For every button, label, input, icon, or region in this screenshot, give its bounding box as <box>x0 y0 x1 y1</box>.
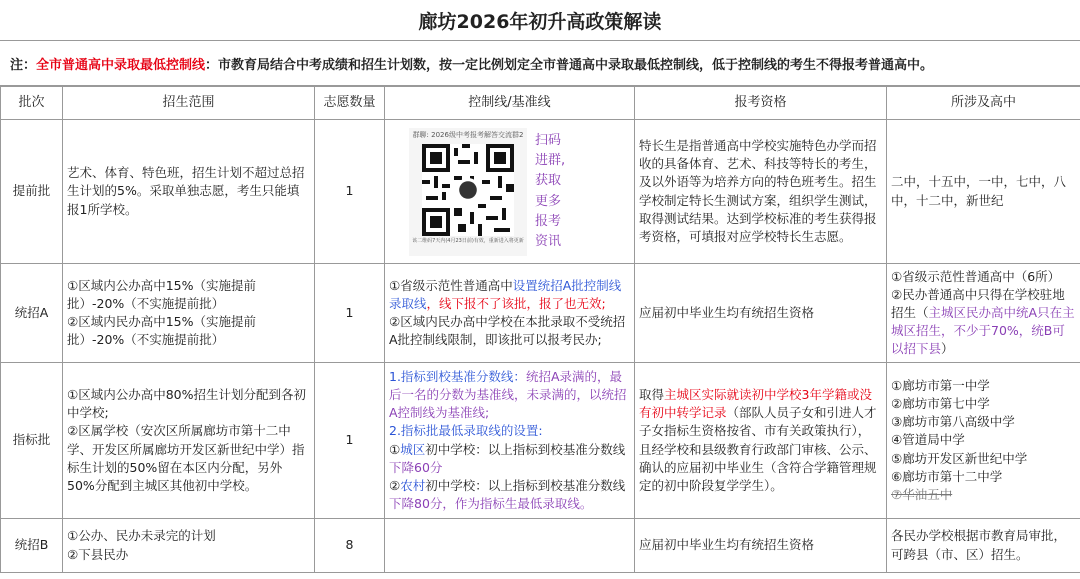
schools-text: ） <box>941 341 954 357</box>
control-text: 初中学校：以上指标到校基准分数线 <box>425 477 626 493</box>
note-highlight: 全市普通高中录取最低控制线 <box>36 57 206 73</box>
scan-line: 报考 <box>535 213 562 229</box>
header-schools: 所涉及高中 <box>887 87 1080 120</box>
control-heading: 2.指标批最低录取线的设置: <box>389 423 543 439</box>
qualification-text: （部队人员子女和引进人才子女指标生资格按省、市有关政策执行），且经学校和县级教育行政部门审核、公示、确认的应届初中毕业生（含符合学籍管理规定的初中阶段复学学生）。 <box>639 405 877 493</box>
schools-item: ①省级示范性普通高中（6所） <box>891 268 1061 284</box>
policy-table <box>0 86 1080 573</box>
table-row-tongzhao-a <box>1 264 1080 363</box>
count-cell: 1 <box>315 264 385 363</box>
scope-item: ②区域内民办高中15%（实施提前批）-20%（不实施提前批） <box>67 314 256 348</box>
control-item: ②区域内民办高中学校在本批录取不受统招A批控制线限制，即该批可以报考民办; <box>389 314 626 348</box>
schools-text: ②民办普通高中只得在学校驻地招生（ <box>891 286 1065 320</box>
scope-item: ①区域内公办高中80%招生计划分配到各初中学校; <box>67 387 306 421</box>
control-item <box>389 368 630 422</box>
qualification-highlight: 主城区实际就读初中学校3年学籍或没有初中转学记录 <box>639 387 872 421</box>
schools-highlight: 主城区民办高中统A只在主城区招生，不少于70%，统B可以招下县 <box>891 304 1075 357</box>
qr-code-icon <box>422 144 514 236</box>
control-text: ①省级示范性普通高中 <box>389 277 513 293</box>
qualification-cell: 应届初中毕业生均有统招生资格 <box>635 264 887 363</box>
note-banner <box>0 41 1080 86</box>
scan-line: 扫码 <box>535 133 562 149</box>
schools-cell: 各民办学校根据市教育局审批，可跨县（市、区）招生。 <box>887 519 1080 573</box>
control-warning: ，线下报不了该批，报了也无效; <box>426 295 606 311</box>
control-cell <box>385 519 635 573</box>
control-area: 城区 <box>400 441 426 457</box>
schools-cell: 二中，十五中，一中，七中，八中，十二中，新世纪 <box>887 120 1080 264</box>
header-scope: 招生范围 <box>63 87 315 120</box>
qr-header: 群聊: 2026级中考报考解答交流群2 <box>412 130 524 139</box>
schools-item <box>891 286 1076 359</box>
control-text: 统招A录满的，最后一名的分数为基准线，未录满的，以统招A控制线为基准线; <box>389 369 627 421</box>
schools-cell <box>887 264 1080 363</box>
header-qualification: 报考资格 <box>635 87 887 120</box>
control-cell <box>385 264 635 363</box>
scope-item: ②下县民办 <box>67 546 129 562</box>
scan-prompt <box>535 131 571 252</box>
batch-cell: 统招A <box>1 264 63 363</box>
scope-cell: 艺术、体育、特色班，招生计划不超过总招生计划的5%。采取单独志愿，考生只能填报1所学校。 <box>63 120 315 264</box>
scope-cell <box>63 363 315 519</box>
school-item: ①廊坊市第一中学 <box>891 378 990 394</box>
scope-cell <box>63 519 315 573</box>
school-item: ②廊坊市第七中学 <box>891 396 990 412</box>
scope-item: ①区域内公办高中15%（实施提前批）-20%（不实施提前批） <box>67 277 256 311</box>
scope-item: ①公办、民办未录完的计划 <box>67 528 216 544</box>
batch-cell: 指标批 <box>1 363 63 519</box>
scan-line: 更多 <box>535 193 562 209</box>
control-heading: 1.指标到校基准分数线： <box>389 369 526 384</box>
control-item <box>389 477 630 513</box>
control-number: ① <box>389 441 401 457</box>
scope-item: ②区属学校（安次区所属廊坊市第十二中学、开发区所属廊坊开发区新世纪中学）指标生计划的50%留在本区内分配，另外50%分配到主城区其他初中学校。 <box>67 423 305 493</box>
control-cell <box>385 120 635 264</box>
qr-footer: 该二维码7天内(4月23日前)有效，重新进入将更新 <box>412 237 524 244</box>
scan-line: 资讯 <box>535 233 562 249</box>
control-number: ② <box>389 477 401 493</box>
note-text: ：市教育局结合中考成绩和招生计划数，按一定比例划定全市普通高中录取最低控制线，低于控制线的考生不得报考普通高中。 <box>205 57 934 73</box>
count-cell: 1 <box>315 363 385 519</box>
school-item: ⑤廊坊开发区新世纪中学 <box>891 450 1028 466</box>
count-cell: 1 <box>315 120 385 264</box>
header-batch: 批次 <box>1 87 63 120</box>
control-drop: 下降80分，作为指标生最低录取线。 <box>389 495 593 511</box>
control-item <box>389 441 630 477</box>
table-row-quota <box>1 363 1080 519</box>
count-cell: 8 <box>315 519 385 573</box>
school-item: ④管道局中学 <box>891 432 965 448</box>
control-drop: 下降60分 <box>389 459 443 475</box>
control-item <box>389 277 630 313</box>
school-item-struck: ⑦华油五中 <box>891 486 953 502</box>
qr-code-card[interactable] <box>409 128 527 256</box>
qualification-cell: 特长生是指普通高中学校实施特色办学而招收的具备体育、艺术、科技等特长的考生，及以外语等为培养方向的特色班考生。招生学校制定特长生测试方案，组织学生测试，取得测试结果。达到学校标准的考生获得报考资格，可填报对应学校特长生志愿。 <box>635 120 887 264</box>
note-prefix: 注： <box>10 57 37 73</box>
control-text: 初中学校：以上指标到校基准分数线 <box>425 441 626 457</box>
table-row-tongzhao-b <box>1 519 1080 573</box>
batch-cell: 统招B <box>1 519 63 573</box>
qualification-text: 取得 <box>639 387 665 403</box>
qualification-cell: 应届初中毕业生均有统招生资格 <box>635 519 887 573</box>
header-control: 控制线/基准线 <box>385 87 635 120</box>
schools-cell <box>887 363 1080 519</box>
batch-cell: 提前批 <box>1 120 63 264</box>
page-title: 廊坊2026年初升高政策解读 <box>0 0 1080 41</box>
school-item: ⑥廊坊市第十二中学 <box>891 468 1003 484</box>
header-count: 志愿数量 <box>315 87 385 120</box>
table-row-early <box>1 120 1080 264</box>
qualification-cell <box>635 363 887 519</box>
control-area: 农村 <box>400 477 426 493</box>
school-item: ③廊坊市第八高级中学 <box>891 414 1015 430</box>
table-header-row <box>1 87 1080 120</box>
scan-line: 进群, <box>535 153 566 169</box>
scan-line: 获取 <box>535 173 562 189</box>
control-cell <box>385 363 635 519</box>
control-highlight: 设置统招A批控制线录取线 <box>389 277 622 311</box>
scope-cell <box>63 264 315 363</box>
